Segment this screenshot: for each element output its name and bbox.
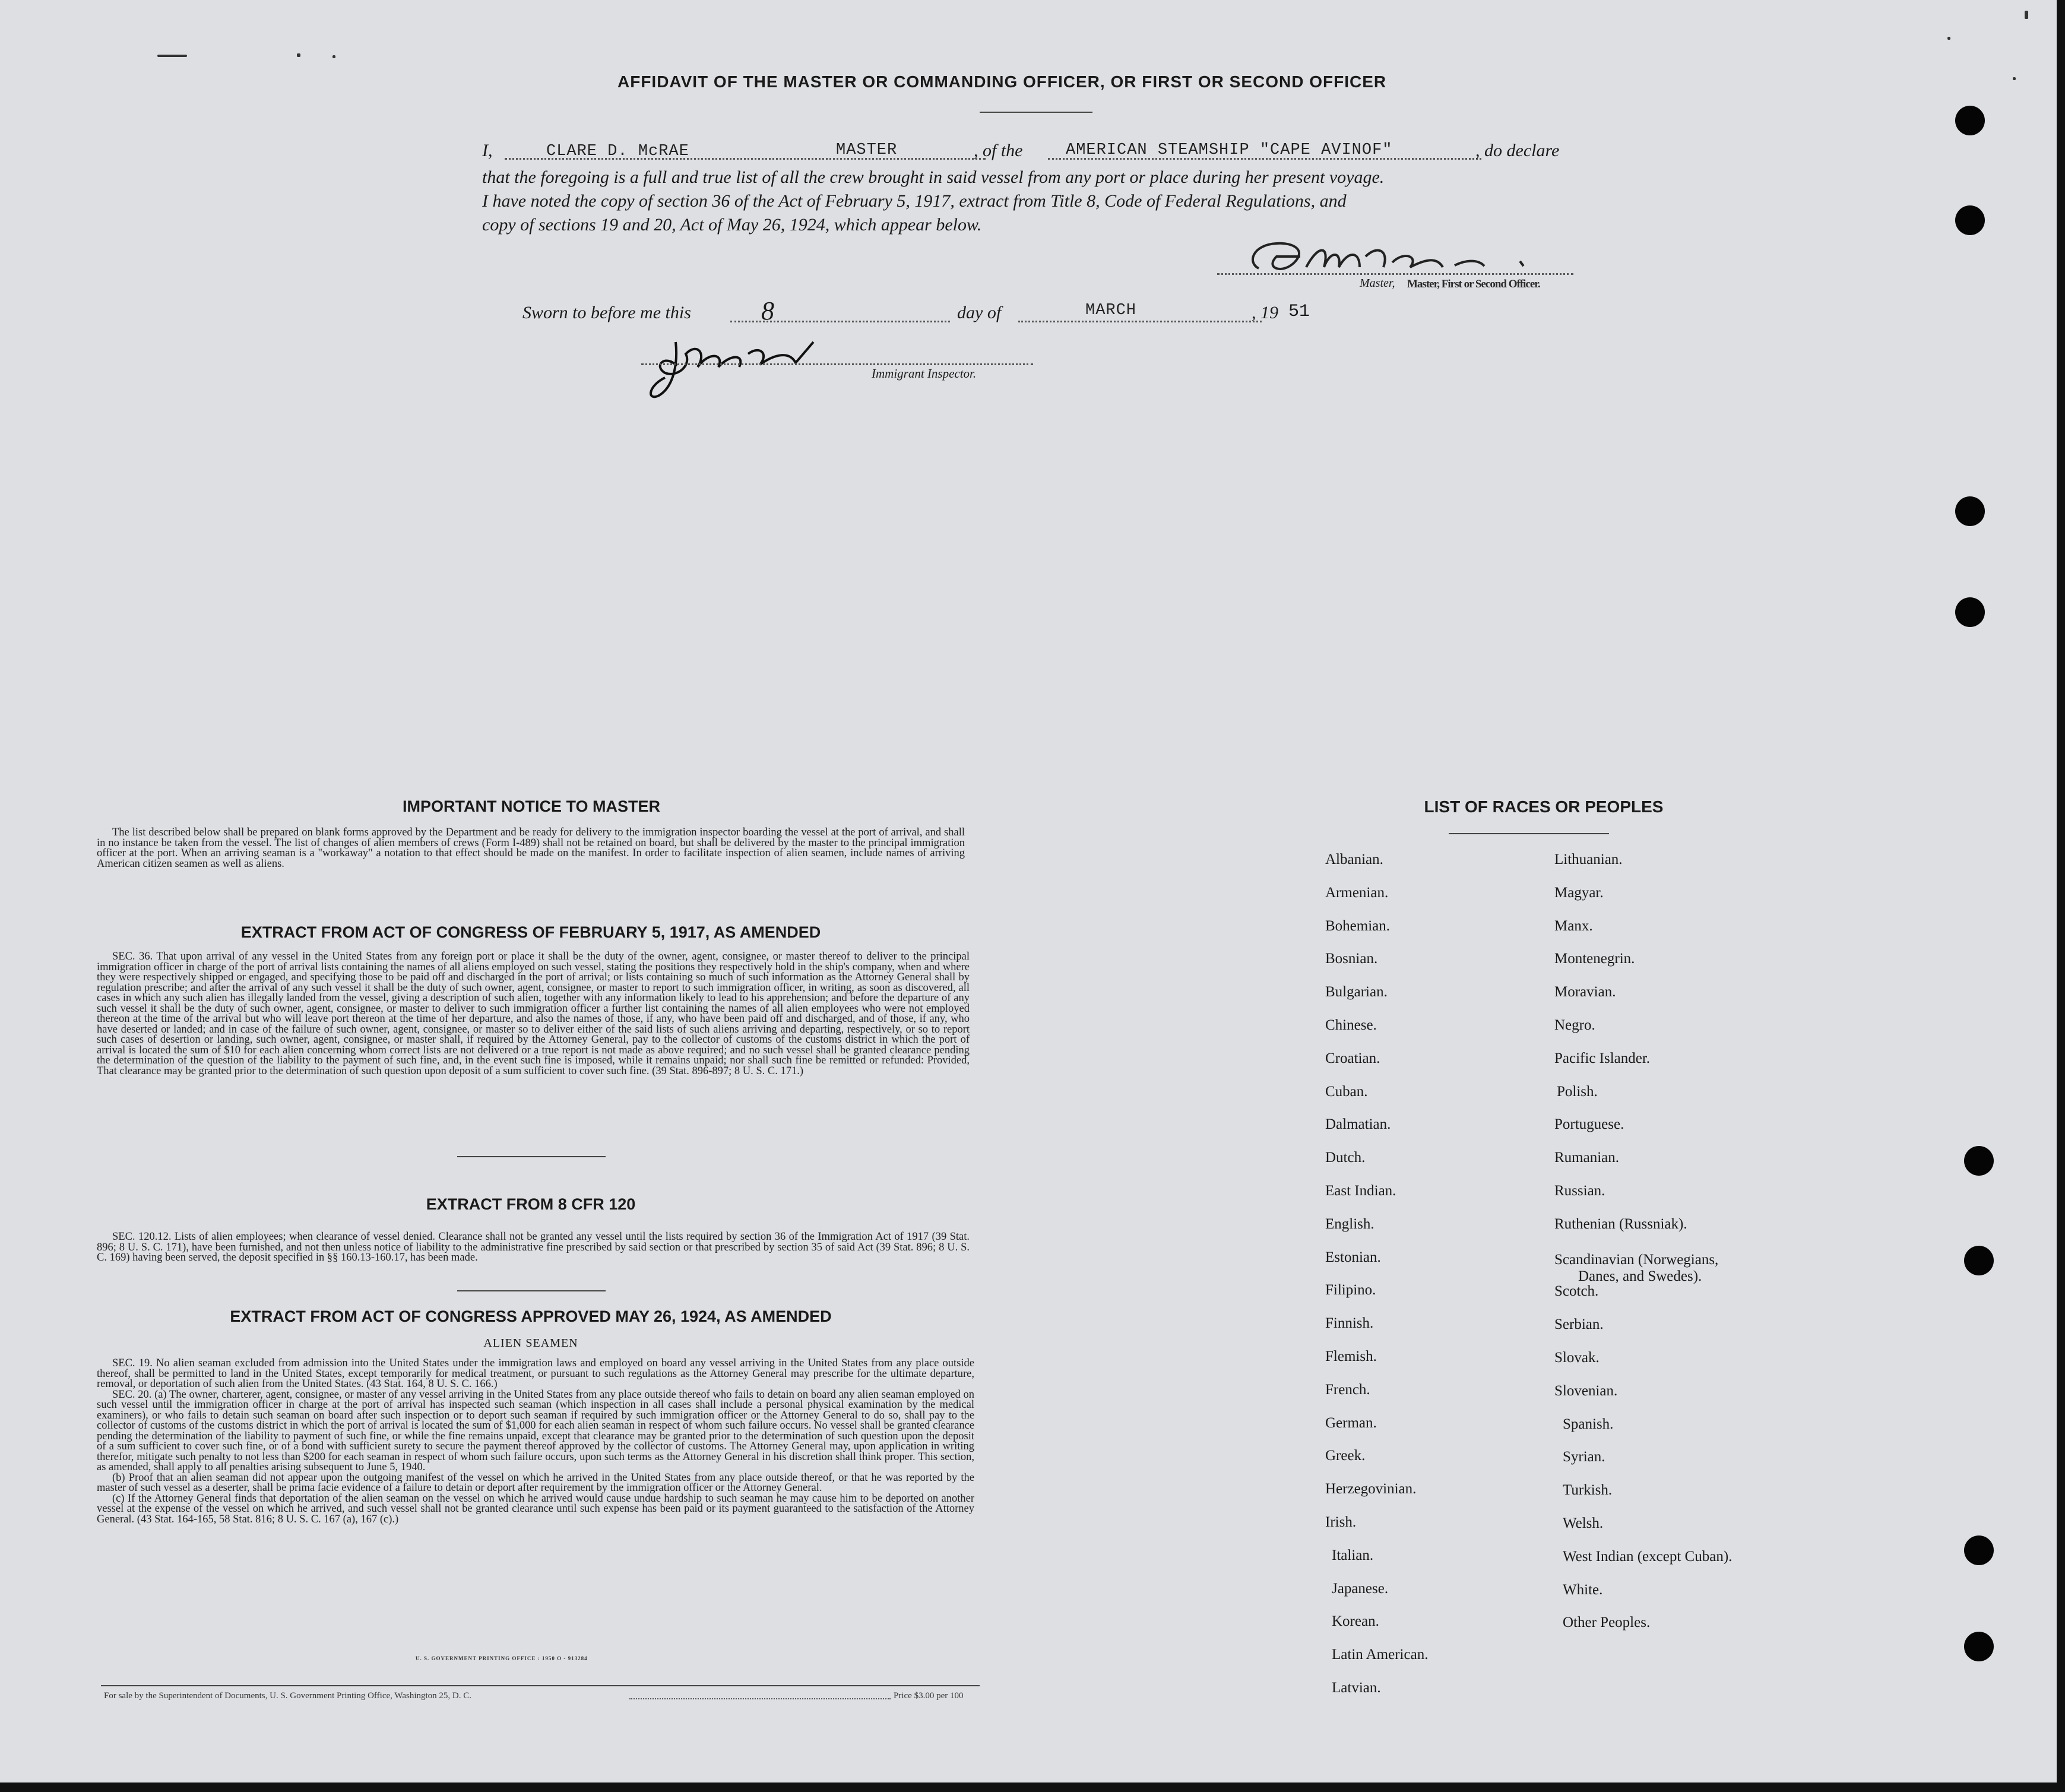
race-item: Armenian. [1325,884,1389,901]
race-item: Latvian. [1332,1680,1381,1696]
sec-20c-paragraph: (c) If the Attorney General finds that deportation of the alien seaman on the vessel on which he arrived would cause undue hardship to such seaman he may cause him to be deported on another vessel at the expense of the vessel on which he arrived, and such vessel shall not be granted clearance until such expense has been paid or its payment guaranteed to the satisfaction of the Attorney General. (43 Stat. 164-165, 58 Stat. 816; 8 U. S. C. 167 (a), 167 (c).) [97,1492,974,1525]
day-of-label: day of [957,303,1002,322]
sec-20a-paragraph: SEC. 20. (a) The owner, charterer, agent, consignee, or master of any vessel arriving in the United States from any place outside thereof who fails to detain on board any alien seaman employed on such vessel until the immigration officer in charge at the port of arrival has inspected such seaman (which inspection in all cases shall include a personal physical examination by the medical examiners), or who fails to detain such seaman on board after such inspection or to deport such seaman if required by such immigration officer or the Attorney General to do so, shall pay to the collector of customs of the customs district in which the port of arrival is located the sum of $1,000 for each alien seaman in respect of whom such failure occurs. No vessel shall be granted clearance pending the determination of the liability to payment of such fine, or while the fine remains unpaid, except that clearance may be granted prior to the determination of such question upon the deposit of a sum sufficient to cover such fine, or of a bond with sufficient surety to secure the payment thereof approved by the collector of customs. The Attorney General may, upon application in writing therefor, mitigate such penalty to not less than $200 for each seaman in respect of whom such failure occurs, upon such terms as the Attorney General in his discretion shall think proper. This section, as amended, shall apply to all penalties arising subsequent to June 5, 1940. [97,1388,974,1473]
race-item: Scotch. [1554,1283,1599,1300]
punch-hole [1955,597,1985,627]
master-caption: Master, [1360,277,1395,290]
master-signature-line [1217,273,1573,275]
sec-19-paragraph: SEC. 19. No alien seaman excluded from admission into the United States under the immigration laws and employed on board any vessel arriving in the United States from any place outside thereof, shall be permitted to land in the United States, except temporarily for medical treatment, or pursuant to such regulations as the Attorney General may prescribe for the ultimate departure, removal, or deportation of such alien from the United States. (43 Stat. 164, 8 U. S. C. 166.) [97,1357,974,1390]
extract-cfr-paragraph: SEC. 120.12. Lists of alien employees; when clearance of vessel denied. Clearance shall not be granted any vessel until the lists required by section 36 of the Immigration Act of 1917 (39 Stat. 896; 8 U. S. C. 171), have been furnished, and not then unless notice of liability to the administrative fine prescribed by said section or that prescribed by section 35 of said Act (39 Stat. 896; 8 U. S. C. 169) having been served, the deposit specified in §§ 160.13-160.17, has been made. [97,1231,970,1264]
punch-hole [1964,1146,1994,1176]
scan-edge-bottom [0,1782,2065,1792]
do-declare-label: , do declare [1475,141,1560,160]
race-item: Italian. [1332,1547,1374,1563]
section-divider [457,1156,606,1157]
master-rank: MASTER [836,141,898,159]
footer-price: Price $3.00 per 100 [894,1691,964,1701]
declaration-prefix: I, [482,141,493,160]
vessel-name: AMERICAN STEAMSHIP "CAPE AVINOF" [1066,141,1393,159]
race-item: Turkish. [1563,1482,1613,1499]
scan-speck [157,55,187,57]
race-item: Spanish. [1563,1416,1614,1432]
extract-1924-title: EXTRACT FROM ACT OF CONGRESS APPROVED MAY 26, 1924, AS AMENDED [230,1307,832,1325]
sworn-month: MARCH [1085,302,1137,319]
race-item: Bosnian. [1325,951,1378,967]
inspector-caption: Immigrant Inspector. [872,366,977,381]
declaration-line-4: copy of sections 19 and 20, Act of May 26, 1924, which appear below. [482,215,982,235]
race-item: Slovenian. [1554,1382,1618,1399]
race-item: Lithuanian. [1554,851,1623,867]
race-item: Croatian. [1325,1050,1380,1066]
race-item: German. [1325,1414,1377,1431]
race-item: Magyar. [1554,884,1604,901]
punch-hole [1955,496,1985,526]
races-title: LIST OF RACES OR PEOPLES [1424,797,1664,816]
footer-sale-note: For sale by the Superintendent of Documents, U. S. Government Printing Office, Washington 25, D. C. [104,1691,471,1701]
race-item: Bohemian. [1325,917,1391,934]
race-item: Latin American. [1332,1647,1429,1663]
sec-20b-paragraph: (b) Proof that an alien seaman did not appear upon the outgoing manifest of the vessel on which he arrived in the United States from any place outside thereof, or that he was reported by the master of such vessel as a deserter, shall be prima facie evidence of a failure to detain or deport after requirement by the immigration officer or the Attorney General. [97,1471,974,1494]
of-the-label: , of the [974,141,1023,160]
punch-hole [1964,1246,1994,1275]
important-notice-paragraph: The list described below shall be prepared on blank forms approved by the Department and be ready for delivery to the immigration inspector boarding the vessel at the port of arrival, and shall in no instance be taken from the vessel. The list of changes of alien members of crews (Form I-489) shall not be retained on board, but shall be delivered by the master to the principal immigration officer at the port. When an arriving seaman is a "workaway" a notation to that effect should be made on the manifest. In order to facilitate inspection of alien seamen, include names of arriving American citizen seamen as well as aliens. [97,827,965,870]
master-name: CLARE D. McRAE [546,143,689,160]
race-item: Scandinavian (Norwegians, [1554,1251,1719,1268]
race-item: Montenegrin. [1554,951,1635,967]
scan-speck [2013,77,2016,80]
scan-speck [297,53,300,57]
title-underline [980,112,1092,113]
race-item: Danes, and Swedes). [1578,1268,1702,1284]
race-item: Negro. [1554,1017,1595,1033]
scan-edge-right [2057,0,2065,1792]
punch-hole [1955,106,1985,135]
race-item: Flemish. [1325,1348,1377,1364]
race-item: Filipino. [1325,1282,1376,1299]
race-item: West Indian (except Cuban). [1563,1548,1733,1565]
inspector-signature-line [641,363,1033,365]
race-item: Slovak. [1554,1350,1600,1366]
month-dotted-line [1018,321,1262,322]
inspector-signature [641,330,831,407]
section-divider [457,1290,606,1291]
race-item: Portuguese. [1554,1116,1624,1133]
sworn-year: 51 [1288,302,1310,322]
important-notice-text [97,828,965,869]
race-item: French. [1325,1381,1370,1398]
race-item: East Indian. [1325,1183,1396,1199]
declaration-line-3: I have noted the copy of section 36 of the Act of February 5, 1917, extract from Title 8, Code of Federal Regulations, and [482,191,1347,211]
race-item: Ruthenian (Russniak). [1554,1215,1687,1232]
race-item: Other Peoples. [1563,1614,1651,1631]
race-item: Herzegovinian. [1325,1481,1417,1497]
race-item: Manx. [1554,917,1593,934]
extract-cfr-text [97,1232,970,1264]
race-item: Russian. [1554,1183,1605,1199]
extract-1917-title: EXTRACT FROM ACT OF CONGRESS OF FEBRUARY 5, 1917, AS AMENDED [240,923,821,941]
year-prefix: , 19 [1252,303,1278,322]
race-item: Chinese. [1325,1017,1377,1033]
extract-1917-paragraph: SEC. 36. That upon arrival of any vessel in the United States from any foreign port or place it shall be the duty of the owner, agent, consignee, or master thereof to deliver to the principal immigration officer in charge of the port of arrival lists containing the names of all aliens employed on such vessel, stating the positions they respectively hold in the ship's company, when and where they were respectively shipped or engaged, and specifying those to be paid off and discharged in the port of arrival; or lists containing so much of such information as the Attorney General shall by regulation prescribe; and after the arrival of any such vessel it shall be the duty of such owner, agent, consignee, or master to report to such immigration officer, in writing, as soon as discovered, all cases in which any such alien has illegally landed from the vessel, giving a description of such alien, together with any information likely to lead to his apprehension; and before the departure of any such vessel it shall be the duty of such owner, agent, consignee, or master to deliver to such immigration officer a further list containing the names of all alien employees who were not employed thereon at the time of the arrival but who will leave port thereon at the time of her departure, and also the names of those, if any, who have been paid off and discharged, and of those, if any, who have deserted or landed; and in case of the failure of such owner, agent, consignee, or master so to deliver either of the said lists of such aliens arriving and departing, respectively, or so to report such cases of desertion or landing, such owner, agent, consignee, or master shall, if required by the Attorney General, pay to the collector of customs of the customs district in which the port of arrival is located the sum of $10 for each alien concerning whom correct lists are not delivered or a true report is not made as above required; and no such vessel shall be granted clearance pending the determination of the question of the liability to the payment of such fine, and, in the event such fine is imposed, while it remains unpaid; nor shall such fine be remitted or refunded: Provided, That clearance may be granted prior to the determination of such question upon deposit of a sum sufficient to cover such fine. (39 Stat. 896-897; 8 U. S. C. 171.) [97,951,970,1077]
race-item: Moravian. [1554,984,1616,1001]
race-item: Welsh. [1563,1515,1604,1531]
race-item: Polish. [1557,1083,1598,1100]
sworn-label: Sworn to before me this [522,303,691,322]
race-item: Cuban. [1325,1083,1368,1100]
master-caption-overstrike: Master, First or Second Officer. [1407,278,1540,290]
race-item: Rumanian. [1554,1150,1620,1166]
extract-1917-text [97,952,970,1077]
race-item: Japanese. [1332,1580,1389,1597]
punch-hole [1955,205,1985,235]
race-item: Serbian. [1554,1316,1604,1333]
scan-speck [2025,11,2028,19]
race-item: Albanian. [1325,851,1383,867]
scan-speck [1947,37,1950,40]
footer-rule [101,1685,980,1686]
race-item: Bulgarian. [1325,984,1388,1001]
footer-leader-dots [629,1698,891,1699]
scan-speck [332,55,335,58]
race-item: Dalmatian. [1325,1116,1391,1133]
race-item: White. [1563,1581,1603,1598]
punch-hole [1964,1632,1994,1661]
punch-hole [1964,1535,1994,1565]
sworn-day: 8 [761,296,774,325]
gpo-mark: U. S. GOVERNMENT PRINTING OFFICE : 1950 O - 913284 [416,1655,588,1661]
race-item: Pacific Islander. [1554,1050,1651,1066]
alien-seamen-subtitle: ALIEN SEAMEN [483,1337,578,1350]
race-item: Dutch. [1325,1150,1366,1166]
important-notice-title: IMPORTANT NOTICE TO MASTER [403,797,660,815]
race-item: Irish. [1325,1514,1357,1530]
declaration-line-2: that the foregoing is a full and true list of all the crew brought in said vessel from any port or place during her present voyage. [482,167,1385,187]
race-item: Syrian. [1563,1449,1605,1465]
extract-1924-text [97,1359,974,1525]
race-item: Finnish. [1325,1315,1374,1332]
race-item: English. [1325,1215,1374,1232]
affidavit-title: AFFIDAVIT OF THE MASTER OR COMMANDING OFFICER, OR FIRST OR SECOND OFFICER [617,72,1387,91]
race-item: Estonian. [1325,1249,1381,1265]
extract-cfr-title: EXTRACT FROM 8 CFR 120 [426,1195,636,1213]
race-item: Korean. [1332,1613,1379,1630]
races-title-underline [1449,833,1609,834]
race-item: Greek. [1325,1448,1366,1464]
